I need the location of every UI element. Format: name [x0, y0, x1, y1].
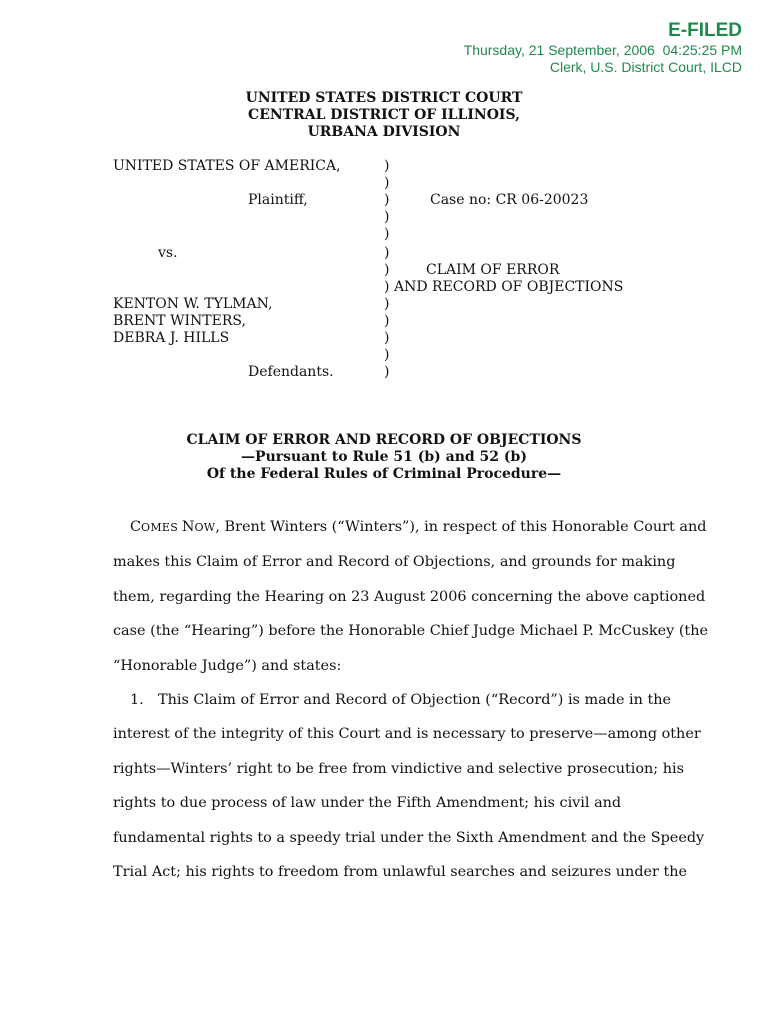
- case-number: Case no: CR 06-20023: [430, 192, 589, 208]
- caption-bracket: ): [384, 245, 390, 261]
- court-division: URBANA DIVISION: [307, 124, 461, 140]
- body-line: them, regarding the Hearing on 23 August 2006 concerning the above captioned: [113, 588, 706, 605]
- caption-bracket: ): [384, 175, 390, 191]
- caption-bracket: ): [384, 262, 390, 278]
- court-district: CENTRAL DISTRICT OF ILLINOIS,: [248, 107, 520, 123]
- body-line: rights to due process of law under the Fifth Amendment; his civil and: [113, 795, 622, 812]
- motion-title-line1: CLAIM OF ERROR AND RECORD OF OBJECTIONS: [186, 432, 582, 448]
- caption-bracket: ): [384, 313, 390, 329]
- caption-bracket: ): [384, 226, 390, 242]
- caption-bracket: ): [384, 296, 390, 312]
- paragraph-number: 1.: [130, 692, 144, 709]
- caption-bracket: ): [384, 279, 390, 295]
- body-line: COMES NOW, Brent Winters (“Winters”), in respect of this Honorable Court and: [130, 519, 707, 535]
- body-line: Trial Act; his rights to freedom from unlawful searches and seizures under the: [113, 864, 688, 881]
- plaintiff-role: Plaintiff,: [248, 192, 308, 208]
- efiled-clerk: Clerk, U.S. District Court, ILCD: [549, 59, 742, 75]
- plaintiff-name: UNITED STATES OF AMERICA,: [113, 158, 341, 174]
- motion-title-line2: —Pursuant to Rule 51 (b) and 52 (b): [241, 449, 527, 465]
- caption-bracket: ): [384, 364, 390, 380]
- document-title-line1: CLAIM OF ERROR: [426, 262, 560, 278]
- efiled-stamp: [464, 20, 742, 76]
- caption-bracket: ): [384, 192, 390, 208]
- defendant-role: Defendants.: [248, 364, 334, 380]
- court-heading: [0, 90, 768, 141]
- motion-title: [0, 432, 768, 483]
- paragraph-intro: [113, 510, 709, 683]
- defendant-name: BRENT WINTERS,: [113, 313, 246, 329]
- document-body: [113, 510, 709, 889]
- body-line: interest of the integrity of this Court and is necessary to preserve—among other: [113, 726, 701, 743]
- caption-bracket: ): [384, 209, 390, 225]
- body-line: rights—Winters’ right to be free from vindictive and selective prosecution; his: [113, 760, 684, 777]
- defendant-name: KENTON W. TYLMAN,: [113, 296, 273, 312]
- efiled-tag: E-FILED: [668, 20, 742, 41]
- versus: vs.: [158, 245, 178, 261]
- motion-title-line3: Of the Federal Rules of Criminal Procedure—: [206, 466, 562, 482]
- efiled-timestamp: Thursday, 21 September, 2006 04:25:25 PM: [463, 42, 742, 58]
- caption-bracket: ): [384, 158, 390, 174]
- court-name: UNITED STATES DISTRICT COURT: [245, 90, 523, 106]
- body-line: “Honorable Judge”) and states:: [113, 657, 342, 674]
- document-title-line2: AND RECORD OF OBJECTIONS: [394, 279, 624, 295]
- caption-bracket: ): [384, 347, 390, 363]
- body-line: 1. This Claim of Error and Record of Objection (“Record”) is made in the: [113, 683, 673, 717]
- body-line: fundamental rights to a speedy trial under the Sixth Amendment and the Speedy: [113, 829, 705, 846]
- numbered-paragraph: [113, 683, 705, 889]
- defendant-name: DEBRA J. HILLS: [113, 330, 230, 346]
- body-line: case (the “Hearing”) before the Honorable Chief Judge Michael P. McCuskey (the: [113, 623, 709, 640]
- body-line: makes this Claim of Error and Record of Objections, and grounds for making: [113, 554, 676, 571]
- caption-bracket: ): [384, 330, 390, 346]
